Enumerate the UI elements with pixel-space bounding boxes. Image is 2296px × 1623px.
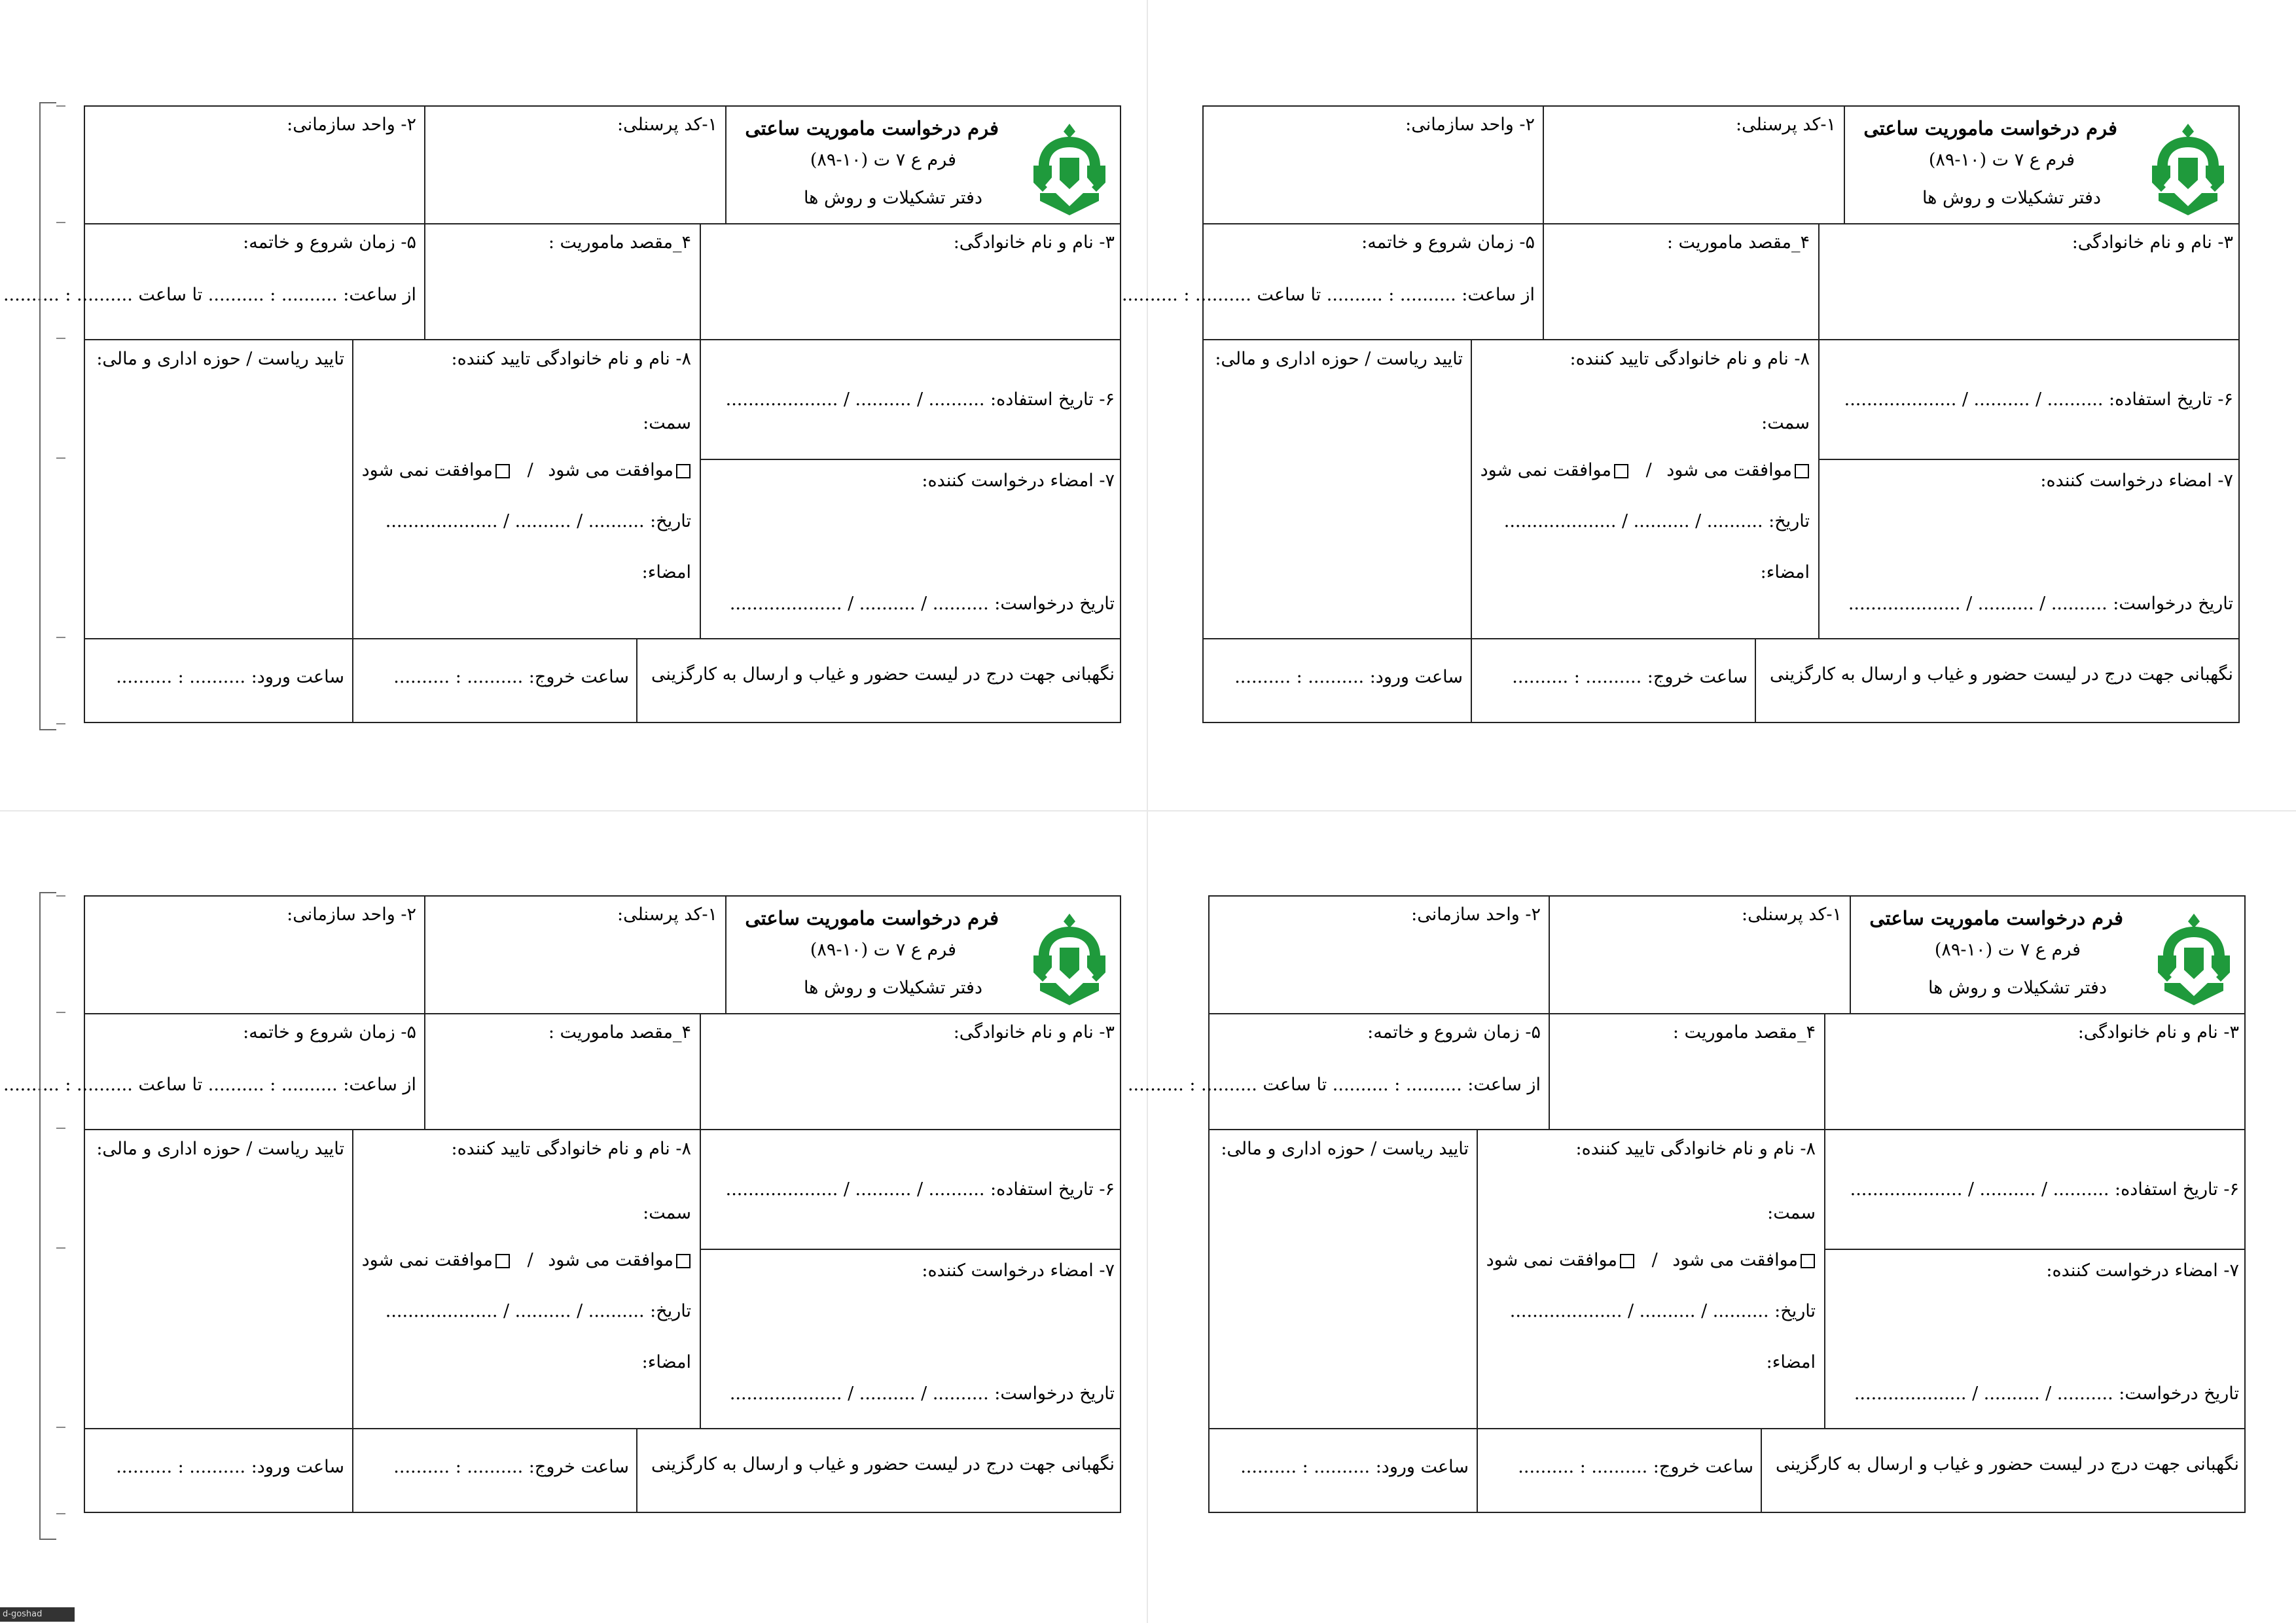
not-approved-label: موافقت نمی شود: [1480, 460, 1611, 480]
exit-time-field: ساعت خروج: .......... : ..........: [1512, 667, 1748, 687]
bracket-tick: [56, 1513, 65, 1514]
organization-logo-icon: [1027, 120, 1112, 218]
use-date-field: ۶- تاریخ استفاده: .......... / .......... / ....................: [1850, 1179, 2239, 1200]
request-date-field: تاریخ درخواست: .......... / .......... / ....................: [1854, 1383, 2239, 1404]
exit-time-field: ساعت خروج: .......... : ..........: [393, 667, 629, 687]
office-name: دفتر تشکیلات و روش ها: [803, 188, 982, 208]
entry-time-field: ساعت ورود: .......... : ..........: [1234, 667, 1463, 687]
approved-label: موافقت می شود: [548, 1250, 673, 1270]
organization-logo-icon: [1027, 910, 1112, 1008]
head-approval-label: تایید ریاست / حوزه اداری و مالی:: [96, 1139, 344, 1159]
form-title: فرم درخواست ماموریت ساعتی: [745, 117, 999, 139]
organization-logo-icon: [2151, 910, 2236, 1008]
head-approval-label: تایید ریاست / حوزه اداری و مالی:: [1215, 349, 1463, 369]
not-approved-checkbox[interactable]: [1620, 1254, 1634, 1268]
form-title: فرم درخواست ماموریت ساعتی: [745, 907, 999, 929]
time-range-field: از ساعت: .......... : .......... تا ساعت .......... : ..........: [1127, 1075, 1541, 1095]
personnel-code-label: ۱-کد پرسنلی:: [617, 115, 717, 135]
requester-signature-label: ۷- امضاء درخواست کننده:: [2046, 1260, 2239, 1281]
org-unit-label: ۲- واحد سازمانی:: [1411, 904, 1541, 925]
position-label: سمت:: [643, 413, 691, 433]
approval-date-field: تاریخ: .......... / .......... / ....................: [1503, 511, 1810, 531]
not-approved-label: موافقت نمی شود: [361, 460, 493, 480]
full-name-label: ۳- نام و نام خانوادگی:: [2077, 1022, 2239, 1043]
entry-time-field: ساعت ورود: .......... : ..........: [1240, 1457, 1469, 1477]
position-label: سمت:: [643, 1203, 691, 1223]
not-approved-label: موافقت نمی شود: [1486, 1250, 1617, 1270]
time-range-field: از ساعت: .......... : .......... تا ساعت .......... : ..........: [1121, 285, 1535, 305]
form-code: فرم ع ۷ ت (۱۰-۸۹): [1928, 150, 2075, 170]
mission-purpose-label: ۴_مقصد ماموریت :: [1666, 232, 1810, 253]
binding-bracket: [39, 892, 56, 1540]
mission-request-form: [1121, 105, 2240, 723]
request-date-field: تاریخ درخواست: .......... / .......... / ....................: [729, 594, 1115, 614]
approval-date-field: تاریخ: .......... / .......... / ....................: [1509, 1301, 1816, 1321]
signature-label: امضاء:: [1766, 1352, 1816, 1372]
mission-purpose-label: ۴_مقصد ماموریت :: [548, 232, 691, 253]
signature-label: امضاء:: [1760, 562, 1810, 582]
full-name-label: ۳- نام و نام خانوادگی:: [953, 1022, 1115, 1043]
guard-note: نگهبانی جهت درج در لیست حضور و غیاب و ارسال به کارگزینی: [1776, 1454, 2239, 1474]
approval-options: [362, 1250, 693, 1270]
bracket-tick: [56, 338, 65, 339]
approver-name-label: ۸- نام و نام خانوادگی تایید کننده:: [1570, 349, 1810, 369]
guard-note: نگهبانی جهت درج در لیست حضور و غیاب و ارسال به کارگزینی: [1770, 664, 2233, 685]
requester-signature-label: ۷- امضاء درخواست کننده:: [2040, 471, 2233, 491]
approver-name-label: ۸- نام و نام خانوادگی تایید کننده:: [1575, 1139, 1816, 1159]
position-label: سمت:: [1767, 1203, 1816, 1223]
approved-label: موافقت می شود: [1672, 1250, 1798, 1270]
bracket-tick: [56, 1427, 65, 1428]
requester-signature-label: ۷- امضاء درخواست کننده:: [922, 471, 1115, 491]
head-approval-label: تایید ریاست / حوزه اداری و مالی:: [1221, 1139, 1469, 1159]
approved-checkbox[interactable]: [1795, 464, 1809, 478]
approval-separator: /: [527, 460, 533, 480]
mission-request-form: [3, 895, 1121, 1513]
office-name: دفتر تشکیلات و روش ها: [803, 978, 982, 998]
not-approved-label: موافقت نمی شود: [361, 1250, 493, 1270]
bracket-tick: [56, 637, 65, 638]
exit-time-field: ساعت خروج: .......... : ..........: [1518, 1457, 1753, 1477]
watermark: d-goshad: [0, 1607, 75, 1622]
bracket-tick: [56, 222, 65, 223]
form-title: فرم درخواست ماموریت ساعتی: [1863, 117, 2117, 139]
guard-note: نگهبانی جهت درج در لیست حضور و غیاب و ارسال به کارگزینی: [651, 1454, 1115, 1474]
approval-date-field: تاریخ: .......... / .......... / ....................: [385, 1301, 691, 1321]
approved-checkbox[interactable]: [1801, 1254, 1815, 1268]
guard-note: نگهبانی جهت درج در لیست حضور و غیاب و ارسال به کارگزینی: [651, 664, 1115, 685]
requester-signature-label: ۷- امضاء درخواست کننده:: [922, 1260, 1115, 1281]
form-code: فرم ع ۷ ت (۱۰-۸۹): [810, 940, 956, 960]
bracket-tick: [56, 1247, 65, 1249]
bracket-tick: [56, 723, 65, 724]
approval-options: [1486, 1250, 1818, 1270]
page-divider-vertical: [1147, 0, 1148, 1623]
approval-date-field: تاریخ: .......... / .......... / ....................: [385, 511, 691, 531]
organization-logo-icon: [2145, 120, 2231, 218]
bracket-tick: [56, 105, 65, 107]
full-name-label: ۳- نام و نام خانوادگی:: [953, 232, 1115, 253]
approval-options: [362, 460, 693, 480]
bracket-tick: [56, 457, 65, 459]
request-date-field: تاریخ درخواست: .......... / .......... / ....................: [729, 1383, 1115, 1404]
approved-checkbox[interactable]: [676, 1254, 691, 1268]
not-approved-checkbox[interactable]: [1614, 464, 1628, 478]
position-label: سمت:: [1761, 413, 1810, 433]
org-unit-label: ۲- واحد سازمانی:: [287, 904, 416, 925]
entry-time-field: ساعت ورود: .......... : ..........: [116, 1457, 344, 1477]
bracket-tick: [56, 1128, 65, 1129]
time-range-field: از ساعت: .......... : .......... تا ساعت .......... : ..........: [3, 1075, 416, 1095]
signature-label: امضاء:: [641, 562, 691, 582]
binding-bracket: [39, 102, 56, 730]
form-code: فرم ع ۷ ت (۱۰-۸۹): [1934, 940, 2081, 960]
use-date-field: ۶- تاریخ استفاده: .......... / .......... / ....................: [1844, 389, 2233, 410]
office-name: دفتر تشکیلات و روش ها: [1928, 978, 2107, 998]
not-approved-checkbox[interactable]: [495, 464, 510, 478]
approved-checkbox[interactable]: [676, 464, 691, 478]
mission-purpose-label: ۴_مقصد ماموریت :: [1672, 1022, 1816, 1043]
bracket-tick: [56, 1012, 65, 1013]
approved-label: موافقت می شود: [1666, 460, 1792, 480]
start-end-time-label: ۵- زمان شروع و خاتمه:: [243, 232, 416, 253]
exit-time-field: ساعت خروج: .......... : ..........: [393, 1457, 629, 1477]
time-range-field: از ساعت: .......... : .......... تا ساعت .......... : ..........: [3, 285, 416, 305]
mission-purpose-label: ۴_مقصد ماموریت :: [548, 1022, 691, 1043]
not-approved-checkbox[interactable]: [495, 1254, 510, 1268]
entry-time-field: ساعت ورود: .......... : ..........: [116, 667, 344, 687]
start-end-time-label: ۵- زمان شروع و خاتمه:: [1361, 232, 1535, 253]
approval-separator: /: [1651, 1250, 1658, 1270]
approval-options: [1480, 460, 1812, 480]
personnel-code-label: ۱-کد پرسنلی:: [1742, 904, 1842, 925]
personnel-code-label: ۱-کد پرسنلی:: [1736, 115, 1836, 135]
mission-request-form: [3, 105, 1121, 723]
approver-name-label: ۸- نام و نام خانوادگی تایید کننده:: [451, 1139, 691, 1159]
start-end-time-label: ۵- زمان شروع و خاتمه:: [243, 1022, 416, 1043]
form-title: فرم درخواست ماموریت ساعتی: [1869, 907, 2123, 929]
org-unit-label: ۲- واحد سازمانی:: [287, 115, 416, 135]
bracket-tick: [56, 895, 65, 897]
start-end-time-label: ۵- زمان شروع و خاتمه:: [1367, 1022, 1541, 1043]
mission-request-form: [1127, 895, 2246, 1513]
org-unit-label: ۲- واحد سازمانی:: [1405, 115, 1535, 135]
office-name: دفتر تشکیلات و روش ها: [1922, 188, 2101, 208]
approval-separator: /: [527, 1250, 533, 1270]
form-code: فرم ع ۷ ت (۱۰-۸۹): [810, 150, 956, 170]
use-date-field: ۶- تاریخ استفاده: .......... / .......... / ....................: [725, 1179, 1115, 1200]
head-approval-label: تایید ریاست / حوزه اداری و مالی:: [96, 349, 344, 369]
use-date-field: ۶- تاریخ استفاده: .......... / .......... / ....................: [725, 389, 1115, 410]
signature-label: امضاء:: [641, 1352, 691, 1372]
full-name-label: ۳- نام و نام خانوادگی:: [2072, 232, 2233, 253]
approver-name-label: ۸- نام و نام خانوادگی تایید کننده:: [451, 349, 691, 369]
page-divider-horizontal: [0, 810, 2296, 812]
request-date-field: تاریخ درخواست: .......... / .......... / ....................: [1848, 594, 2233, 614]
approval-separator: /: [1645, 460, 1652, 480]
approved-label: موافقت می شود: [548, 460, 673, 480]
personnel-code-label: ۱-کد پرسنلی:: [617, 904, 717, 925]
